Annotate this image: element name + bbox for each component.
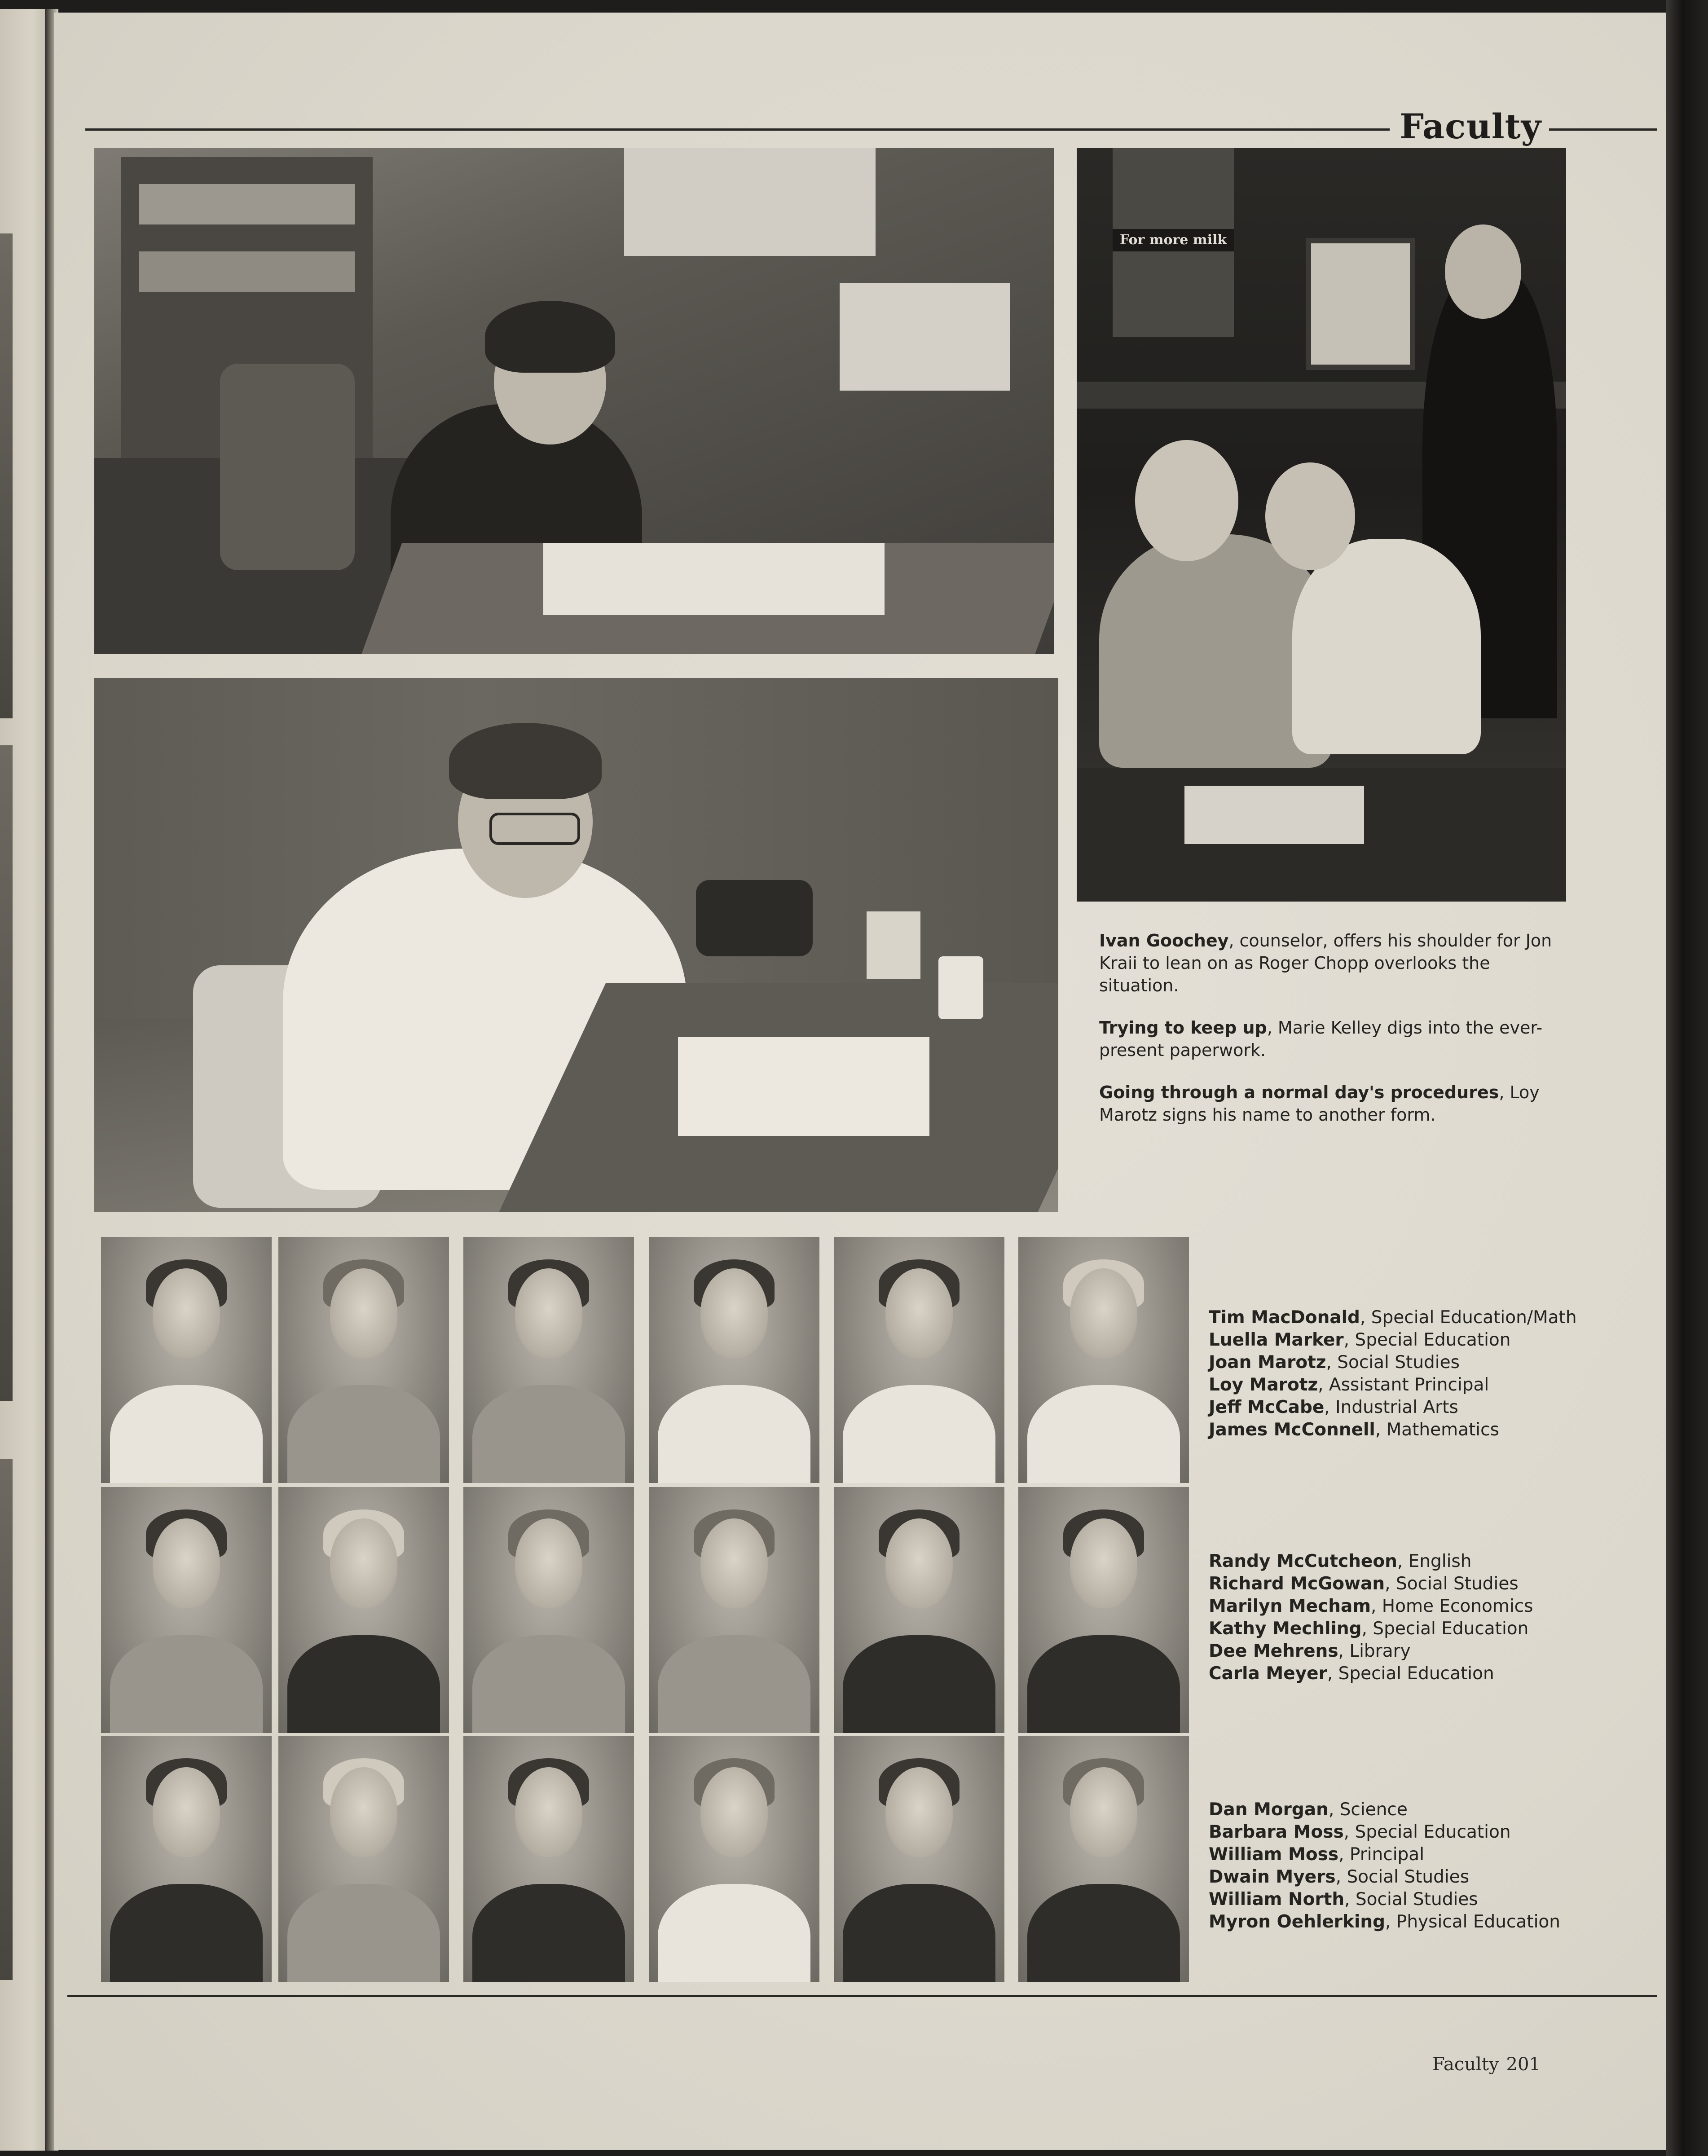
page-folio <box>1432 2051 1580 2078</box>
faculty-entry <box>1209 1419 1658 1441</box>
portrait-photo <box>649 1237 819 1483</box>
portrait-photo <box>463 1487 634 1733</box>
chair <box>220 364 355 570</box>
faculty-name: William North <box>1209 1889 1345 1910</box>
faculty-entry <box>1209 1866 1658 1888</box>
portrait-photo <box>649 1487 819 1733</box>
header-rule <box>1549 128 1657 131</box>
papers <box>678 1037 929 1136</box>
portrait-photo <box>463 1237 634 1483</box>
faculty-subject: , Principal <box>1338 1844 1425 1865</box>
portrait-photo <box>463 1736 634 1982</box>
faculty-subject: , Special Education <box>1327 1663 1494 1684</box>
faculty-name: Jeff McCabe <box>1209 1397 1325 1417</box>
eyeglasses <box>489 813 580 845</box>
faculty-name: Tim MacDonald <box>1209 1307 1360 1328</box>
portrait-photo <box>278 1487 449 1733</box>
photo-kelley-paperwork <box>94 148 1054 654</box>
previous-page-photo <box>0 1459 13 1980</box>
faculty-entry <box>1209 1550 1658 1573</box>
faculty-subject: , Science <box>1328 1800 1408 1820</box>
telephone <box>696 880 813 956</box>
faculty-name: Richard McGowan <box>1209 1574 1385 1594</box>
faculty-subject: , Social Studies <box>1326 1352 1460 1373</box>
photo-captions <box>1099 929 1557 1146</box>
faculty-entry <box>1209 1888 1658 1911</box>
portrait-photo <box>278 1237 449 1483</box>
faculty-name: Dwain Myers <box>1209 1867 1336 1887</box>
faculty-name: Joan Marotz <box>1209 1352 1326 1373</box>
person-hair <box>449 723 602 799</box>
section-title: Faculty <box>1400 106 1541 146</box>
poster-caption: For more milk <box>1113 229 1234 251</box>
faculty-name: Marilyn Mecham <box>1209 1596 1371 1616</box>
faculty-name: Kathy Mechling <box>1209 1619 1362 1639</box>
faculty-entry <box>1209 1351 1658 1374</box>
faculty-name: James McConnell <box>1209 1420 1375 1440</box>
person-hair <box>485 301 615 373</box>
portrait-photo <box>834 1736 1004 1982</box>
page-number: 201 <box>1506 2054 1541 2075</box>
document-rack <box>840 283 1010 391</box>
faculty-name-list <box>1209 1799 1658 1933</box>
caption-lead: Going through a normal day's procedures <box>1099 1082 1499 1102</box>
caption-text: , counselor, offers his shoulder for Jon Kraii to lean on as Roger Chopp overlooks the situation. <box>1099 931 1552 995</box>
photo-marotz-signing <box>94 678 1058 1212</box>
framed-print <box>1306 238 1415 370</box>
faculty-subject: , English <box>1397 1551 1472 1571</box>
previous-page-photo <box>0 745 13 1401</box>
previous-page-photo <box>0 233 13 718</box>
portrait-photo <box>101 1237 272 1483</box>
portrait-photo <box>834 1237 1004 1483</box>
faculty-subject: , Library <box>1338 1641 1411 1661</box>
caption-lead: Ivan Goochey <box>1099 931 1229 950</box>
faculty-subject: , Social Studies <box>1335 1867 1470 1887</box>
faculty-entry <box>1209 1663 1658 1685</box>
faculty-entry <box>1209 1374 1658 1396</box>
wall-papers <box>624 148 876 256</box>
counselor-head <box>1135 440 1238 561</box>
book-binding <box>1666 0 1708 2156</box>
faculty-name: Loy Marotz <box>1209 1375 1318 1395</box>
faculty-name: Dee Mehrens <box>1209 1641 1338 1661</box>
faculty-subject: , Special Education/Math <box>1360 1307 1577 1328</box>
faculty-name: Carla Meyer <box>1209 1663 1327 1684</box>
faculty-subject: , Social Studies <box>1344 1889 1478 1910</box>
faculty-name-list <box>1209 1550 1658 1685</box>
faculty-subject: , Assistant Principal <box>1318 1375 1489 1395</box>
papers <box>1184 786 1364 844</box>
faculty-subject: , Mathematics <box>1375 1420 1499 1440</box>
faculty-name: Myron Oehlerking <box>1209 1912 1386 1932</box>
papers <box>543 543 885 615</box>
faculty-subject: , Industrial Arts <box>1324 1397 1458 1417</box>
header-rule <box>85 128 1390 131</box>
portrait-photo <box>1018 1237 1189 1483</box>
portrait-photo <box>101 1487 272 1733</box>
portrait-photo <box>1018 1487 1189 1733</box>
caption-kelley <box>1099 1016 1557 1061</box>
student-leaning-body <box>1292 539 1481 754</box>
caption-marotz <box>1099 1081 1557 1126</box>
faculty-entry <box>1209 1640 1658 1663</box>
footer-rule <box>67 1995 1657 1997</box>
faculty-subject: , Special Education <box>1343 1822 1511 1842</box>
faculty-entry <box>1209 1618 1658 1640</box>
faculty-entry <box>1209 1573 1658 1595</box>
faculty-name: Barbara Moss <box>1209 1822 1344 1842</box>
faculty-name: Luella Marker <box>1209 1330 1344 1350</box>
faculty-name: Dan Morgan <box>1209 1800 1329 1820</box>
portrait-photo <box>101 1736 272 1982</box>
faculty-entry <box>1209 1821 1658 1844</box>
faculty-name-list <box>1209 1307 1658 1441</box>
paper-tray <box>139 184 355 224</box>
caption-goochey <box>1099 929 1557 997</box>
faculty-entry <box>1209 1396 1658 1419</box>
faculty-entry <box>1209 1595 1658 1618</box>
student-standing-head <box>1445 224 1521 319</box>
caption-text: , Loy Marotz signs his name to another form. <box>1099 1082 1540 1125</box>
paper-tray <box>139 251 355 292</box>
faculty-entry <box>1209 1911 1658 1933</box>
faculty-name: Randy McCutcheon <box>1209 1551 1397 1571</box>
caption-text: , Marie Kelley digs into the ever-present paperwork. <box>1099 1018 1543 1060</box>
portrait-photo <box>278 1736 449 1982</box>
faculty-entry <box>1209 1799 1658 1821</box>
faculty-subject: , Social Studies <box>1385 1574 1519 1594</box>
faculty-entry <box>1209 1844 1658 1866</box>
faculty-subject: , Home Economics <box>1370 1596 1533 1616</box>
student-leaning-head <box>1265 462 1355 570</box>
coffee-mug <box>938 956 983 1019</box>
faculty-subject: , Special Education <box>1343 1330 1511 1350</box>
photo-goochey-counselor <box>1077 148 1566 902</box>
desk-calendar <box>867 911 920 979</box>
caption-lead: Trying to keep up <box>1099 1018 1267 1038</box>
folio-section: Faculty <box>1432 2054 1499 2075</box>
faculty-subject: , Special Education <box>1361 1619 1529 1639</box>
portrait-photo <box>1018 1736 1189 1982</box>
portrait-photo <box>649 1736 819 1982</box>
faculty-name: William Moss <box>1209 1844 1339 1865</box>
faculty-entry <box>1209 1307 1658 1329</box>
faculty-subject: , Physical Education <box>1385 1912 1561 1932</box>
faculty-entry <box>1209 1329 1658 1351</box>
portrait-photo <box>834 1487 1004 1733</box>
